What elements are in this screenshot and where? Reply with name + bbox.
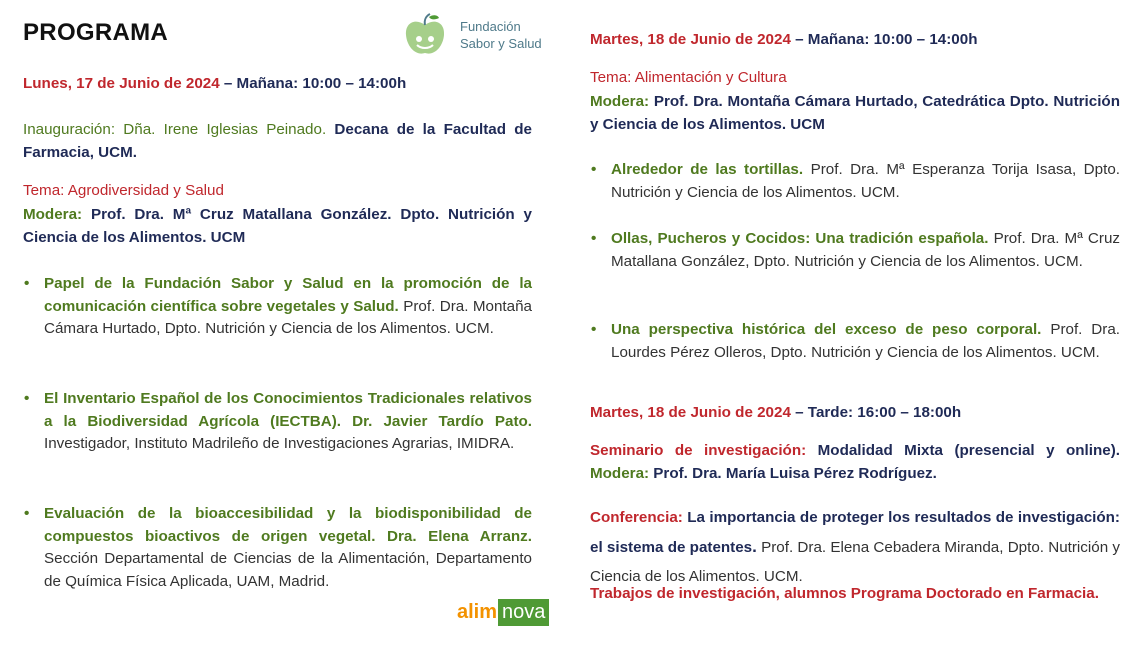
list-item (590, 159, 1120, 204)
apple-logo-icon (402, 13, 448, 59)
seminario-label: Seminario de investigación: (590, 442, 807, 459)
list-item (23, 273, 532, 341)
list-item (23, 503, 532, 593)
tema-left-text: Tema: Agrodiversidad y Salud (23, 182, 224, 199)
tema-right (590, 67, 1120, 90)
fundacion-logo-text (460, 18, 542, 52)
bullet-icon: • (24, 390, 30, 407)
tuesday-afternoon-time: – Tarde: 16:00 – 18:00h (790, 404, 962, 421)
tuesday-afternoon-date: Martes, 18 de Junio de 2024 (590, 404, 791, 421)
bullet-icon: • (591, 161, 597, 178)
modera-left (23, 204, 532, 249)
item-text: Prof. Dra. Lourdes Pérez Olleros, Dpto. Nutrición y Ciencia de los Alimentos. UCM. (611, 321, 1120, 361)
alimnova-part2: nova (498, 599, 549, 626)
list-item (590, 319, 1120, 364)
item-text: Sección Departamental de Ciencias de la Alimentación, Departamento de Química Física Aplicada, UAM, Madrid. (44, 550, 532, 590)
page-title: PROGRAMA (23, 19, 169, 46)
tuesday-time: – Mañana: 10:00 – 14:00h (790, 31, 978, 48)
item-text: Prof. Dra. Mª Cruz Matallana González, Dpto. Nutrición y Ciencia de los Alimentos. UCM. (611, 230, 1120, 270)
seminario-modera-label: Modera: (590, 464, 650, 482)
item-text: Prof. Dra. Montaña Cámara Hurtado, Dpto. Nutrición y Ciencia de los Alimentos. UCM. (44, 297, 532, 337)
trabajos-text: Trabajos de investigación, alumnos Programa Doctorado en Farmacia. (590, 585, 1099, 602)
modera-right-text: Prof. Dra. Montaña Cámara Hurtado, Catedrática Dpto. Nutrición y Ciencia de los Alimentos. UCM (590, 93, 1120, 133)
modera-left-label: Modera: (23, 206, 83, 223)
monday-date: Lunes, 17 de Junio de 2024 (23, 75, 220, 92)
inauguracion-block (23, 119, 532, 164)
alimnova-logo (457, 596, 549, 628)
list-item (590, 228, 1120, 273)
inauguracion-label: Inauguración: Dña. Irene Iglesias Peinado. (23, 121, 327, 138)
conferencia-label: Conferencia: (590, 509, 683, 526)
monday-time: – Mañana: 10:00 – 14:00h (219, 75, 407, 92)
tuesday-date: Martes, 18 de Junio de 2024 (590, 31, 791, 48)
tuesday-heading (590, 29, 1120, 52)
conferencia-dot: . (752, 537, 757, 556)
logo-line2: Sabor y Salud (460, 36, 542, 51)
monday-heading (23, 73, 532, 96)
tema-left (23, 180, 532, 203)
list-item (23, 388, 532, 456)
item-title: El Inventario Español de los Conocimientos Tradicionales relativos a la Biodiversidad Agrícola (IECTBA). Dr. Javier Tardío Pato. (44, 390, 532, 430)
trabajos-block (590, 583, 1120, 605)
bullet-icon: • (591, 230, 597, 247)
item-title: Ollas, Pucheros y Cocidos: Una tradición española. (611, 230, 989, 247)
fundacion-logo (400, 10, 560, 62)
modera-right (590, 91, 1120, 136)
conferencia-block (590, 503, 1120, 591)
item-text: Investigador, Instituto Madrileño de Investigaciones Agrarias, IMIDRA. (44, 435, 515, 452)
item-title: Papel de la Fundación Sabor y Salud en la promoción de la comunicación científica sobre vegetales y Salud. (44, 275, 532, 315)
modera-right-label: Modera: (590, 93, 650, 110)
conferencia-text: Prof. Dra. Elena Cebadera Miranda, Dpto. Nutrición y Ciencia de los Alimentos. UCM. (590, 539, 1121, 585)
item-title: Una perspectiva histórica del exceso de peso corporal. (611, 321, 1042, 338)
seminario-text: Modalidad Mixta (presencial y online). (806, 442, 1120, 459)
conferencia-title: La importancia de proteger los resultados de investigación: el sistema de patentes (590, 509, 1120, 556)
tema-right-text: Tema: Alimentación y Cultura (590, 69, 787, 86)
modera-left-text: Prof. Dra. Mª Cruz Matallana González. Dpto. Nutrición y Ciencia de los Alimentos. UCM (23, 206, 532, 246)
inauguracion-text: Decana de la Facultad de Farmacia, UCM. (23, 121, 532, 161)
bullet-icon: • (591, 321, 597, 338)
seminario-modera-text: Prof. Dra. María Luisa Pérez Rodríguez. (649, 464, 937, 482)
item-title: Alrededor de las tortillas. (611, 161, 804, 178)
logo-line1: Fundación (460, 19, 521, 34)
bullet-icon: • (24, 505, 30, 522)
item-text: Prof. Dra. Mª Esperanza Torija Isasa, Dpto. Nutrición y Ciencia de los Alimentos. UCM. (611, 161, 1120, 201)
alimnova-part1: alim (457, 600, 498, 623)
tuesday-afternoon-heading (590, 402, 1120, 425)
seminario-block (590, 440, 1120, 485)
bullet-icon: • (24, 275, 30, 292)
item-title: Evaluación de la bioaccesibilidad y la biodisponibilidad de compuestos bioactivos de origen vegetal. Dra. Elena Arranz. (44, 505, 532, 545)
